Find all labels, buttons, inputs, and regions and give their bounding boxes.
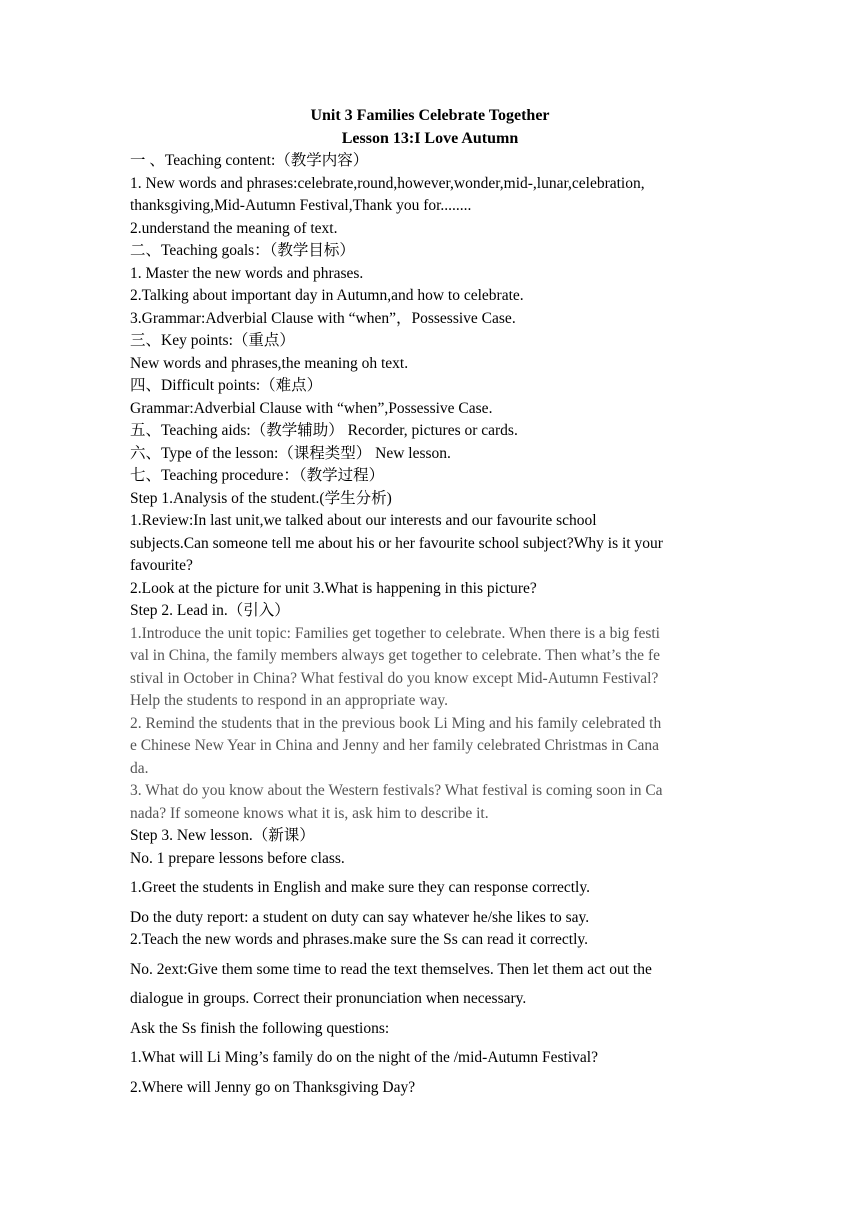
- text-line: thanksgiving,Mid-Autumn Festival,Thank you for........: [130, 197, 472, 214]
- text-line: 1.Introduce the unit topic: Families get together to celebrate. When there is a big festi: [130, 624, 660, 642]
- text-line: 2.Teach the new words and phrases.make sure the Ss can read it correctly.: [130, 931, 588, 948]
- text-line: Grammar:Adverbial Clause with “when”,Possessive Case.: [130, 399, 493, 417]
- text-line: Help the students to respond in an appropriate way.: [130, 692, 448, 709]
- text-line: 五、Teaching aids:（教学辅助） Recorder, pictures or cards.: [130, 422, 518, 439]
- text-line: 1.Review:In last unit,we talked about our interests and our favourite school: [130, 512, 597, 529]
- text-line: No. 2ext:Give them some time to read the text themselves. Then let them act out the: [130, 960, 652, 978]
- text-line: 1. New words and phrases:celebrate,round,however,wonder,mid-,lunar,celebration,: [130, 174, 645, 192]
- text-line: 2.Where will Jenny go on Thanksgiving Day?: [130, 1078, 416, 1096]
- text-line: da.: [130, 759, 149, 777]
- text-line: Do the duty report: a student on duty can say whatever he/she likes to say.: [130, 908, 590, 926]
- text-line: 2.understand the meaning of text.: [130, 219, 338, 237]
- document-body: [130, 150, 730, 1099]
- text-line: nada? If someone knows what it is, ask him to describe it.: [130, 804, 489, 822]
- text-line: stival in October in China? What festival do you know except Mid-Autumn Festival?: [130, 669, 659, 687]
- text-line: 2.Look at the picture for unit 3.What is happening in this picture?: [130, 579, 537, 597]
- text-line: 3.Grammar:Adverbial Clause with “when”，Possessive Case.: [130, 309, 516, 327]
- document-page: [130, 105, 730, 1099]
- text-line: 2.Talking about important day in Autumn,and how to celebrate.: [130, 287, 524, 304]
- text-line: Ask the Ss finish the following questions:: [130, 1019, 390, 1037]
- lesson-title: Lesson 13:I Love Autumn: [341, 129, 519, 147]
- text-line: 1.Greet the students in English and make sure they can response correctly.: [130, 879, 590, 896]
- text-line: 三、Key points:（重点）: [130, 332, 295, 349]
- text-line: New words and phrases,the meaning oh text.: [130, 354, 409, 372]
- text-line: 2. Remind the students that in the previous book Li Ming and his family celebrated th: [130, 714, 662, 732]
- text-line: e Chinese New Year in China and Jenny and her family celebrated Christmas in Cana: [130, 737, 660, 754]
- text-line: 四、Difficult points:（难点）: [130, 377, 323, 394]
- text-line: dialogue in groups. Correct their pronunciation when necessary.: [130, 990, 527, 1007]
- text-line: Step 3. New lesson.（新课）: [130, 827, 315, 844]
- text-line: Step 2. Lead in.（引入）: [130, 602, 290, 619]
- text-line: val in China, the family members always get together to celebrate. Then what’s the fe: [130, 647, 660, 664]
- text-line: 二、Teaching goals：（教学目标）: [130, 242, 355, 259]
- text-line: No. 1 prepare lessons before class.: [130, 849, 345, 867]
- text-line: 七、Teaching procedure：（教学过程）: [130, 467, 385, 484]
- unit-title: Unit 3 Families Celebrate Together: [310, 107, 550, 124]
- text-line: 1.What will Li Ming’s family do on the night of the /mid-Autumn Festival?: [130, 1049, 598, 1066]
- text-line: 1. Master the new words and phrases.: [130, 264, 364, 282]
- text-line: 一 、Teaching content:（教学内容）: [130, 152, 369, 169]
- text-line: 3. What do you know about the Western festivals? What festival is coming soon in Ca: [130, 782, 663, 799]
- text-line: Step 1.Analysis of the student.(学生分析): [130, 489, 392, 507]
- text-line: 六、Type of the lesson:（课程类型） New lesson.: [130, 444, 451, 462]
- text-line: favourite?: [130, 557, 193, 574]
- text-line: subjects.Can someone tell me about his or her favourite school subject?Why is it your: [130, 534, 663, 552]
